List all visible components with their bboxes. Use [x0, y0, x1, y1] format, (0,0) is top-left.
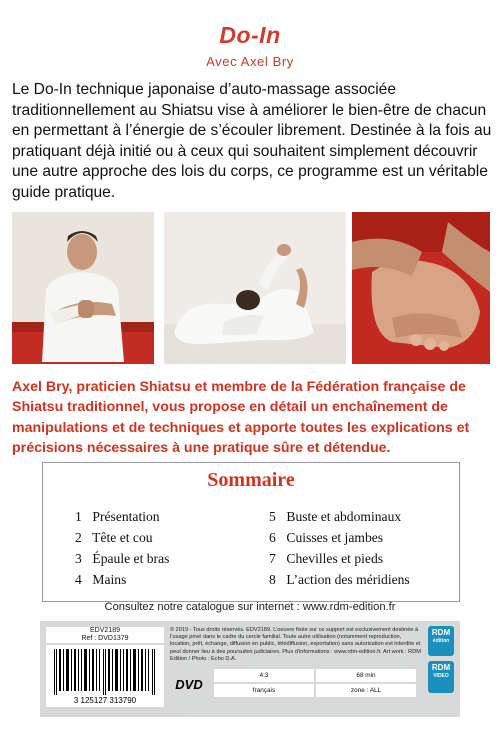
duration-cell: 68 min — [315, 668, 417, 683]
spec-table — [212, 667, 418, 699]
sommaire-item: 1 Présentation — [75, 509, 160, 524]
reference-label: EDV2189 Ref : DVD1379 — [46, 627, 164, 643]
intro-paragraph: Le Do-In technique japonaise d’auto-massage associée traditionnellement au Shiatsu vise à améliorer le bien-être de chacun en permettant à l’énergie de s’écouler librement. Destinée à la fois au pratiquant déjà initié ou à ceux qui souhaitent simplement découvrir une autre approche des lois du corps, ce programme est un véritable guide pratique. — [12, 81, 492, 201]
sommaire-item: 7 Chevilles et pieds — [269, 551, 384, 566]
rdm-video-logo: RDM VIDEO — [428, 661, 454, 693]
sommaire-box — [42, 462, 460, 602]
sommaire-item: 5 Buste et abdominaux — [269, 509, 402, 524]
sommaire-item: 3 Épaule et bras — [75, 551, 170, 566]
photo-wrist-massage — [12, 212, 154, 364]
barcode-number: 3 125127 313790 — [73, 696, 137, 705]
sommaire-item: 8 L’action des méridiens — [269, 572, 410, 587]
sommaire-right-column — [269, 509, 410, 593]
dvd-subtitle: Avec Axel Bry — [206, 54, 294, 69]
photo-folded-pose — [164, 212, 346, 364]
zone-cell: zone : ALL — [315, 683, 417, 698]
photo-strip — [12, 212, 490, 364]
barcode — [46, 645, 164, 707]
sommaire-title: Sommaire — [207, 469, 295, 491]
dvd-logo: DVD — [175, 677, 203, 692]
author-bio: Axel Bry, praticien Shiatsu et membre de la Fédération française de Shiatsu traditionnel, vous propose en détail un enchaînement de manipulations et de techniques et apporte toutes les explications et précisions nécessaires à une pratique sûre et détendue. — [12, 379, 470, 457]
sommaire-left-column — [75, 509, 169, 593]
photo-foot-massage — [352, 212, 490, 364]
sommaire-item: 6 Cuisses et jambes — [269, 530, 384, 545]
format-cell: 4:3 — [213, 668, 315, 683]
dvd-title: Do-In — [219, 22, 281, 48]
sommaire-item: 4 Mains — [75, 572, 127, 587]
rdm-edition-logo: RDM édition — [428, 626, 454, 656]
sommaire-item: 2 Tête et cou — [75, 530, 153, 545]
footer-panel — [40, 621, 460, 717]
catalogue-link-text: Consultez notre catalogue sur internet : www.rdm-edition.fr — [104, 601, 396, 613]
language-cell: français — [213, 683, 315, 698]
legal-notice: © 2019 - Tous droits réservés. EDV2189. L’oeuvre fixée sur ce support est exclusivement destinée à l’usage privé dans le cadre du cercle familial. Toute autre utilisation (notamment reproduction, location, prêt, échange, diffusion en public, télédiffusion, exportation) sans autorisation est interdite et peut donner lieu à des poursuites judiciaires. Plus d’informations : www.rdm-edition.fr. Art work : RDM Edition / Photo : Echo D.A. — [170, 627, 421, 662]
